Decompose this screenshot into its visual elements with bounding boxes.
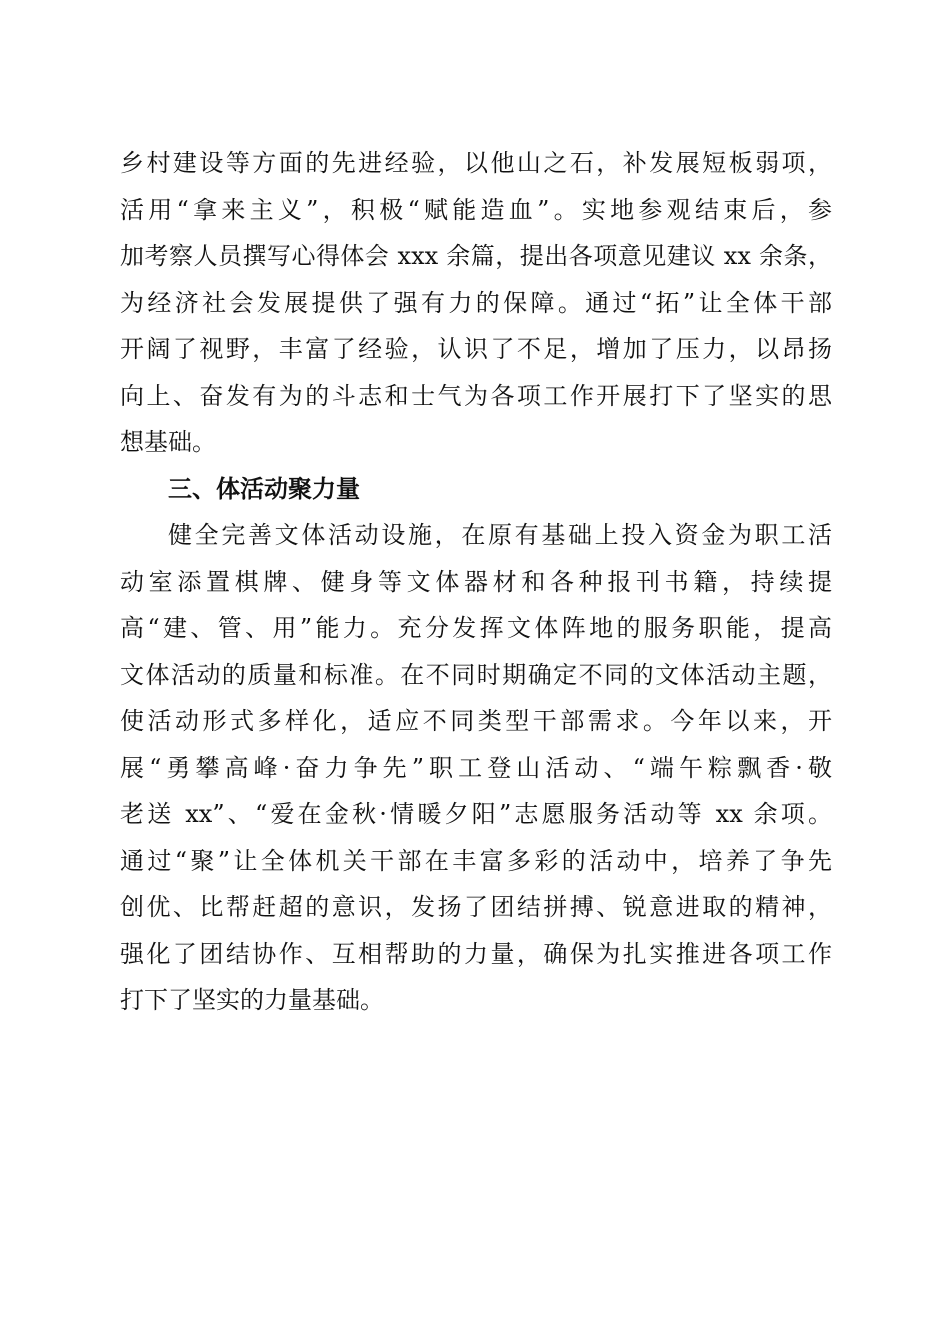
text-line: 通过“聚”让全体机关干部在丰富多彩的活动中，培养了争先	[120, 846, 832, 875]
section-heading: 三、体活动聚力量	[168, 474, 360, 503]
text-line: 活用“拿来主义”，积极“赋能造血”。实地参观结束后，参	[120, 195, 832, 224]
text-line: 为经济社会发展提供了强有力的保障。通过“拓”让全体干部	[120, 288, 832, 317]
text-line: 使活动形式多样化，适应不同类型干部需求。今年以来，开	[120, 707, 832, 735]
text-line: 老送 xx”、“爱在金秋·情暖夕阳”志愿服务活动等 xx 余项。	[120, 800, 832, 828]
text-line: 高“建、管、用”能力。充分发挥文体阵地的服务职能，提高	[120, 614, 832, 642]
text-line: 打下了坚实的力量基础。	[120, 986, 384, 1014]
text-line: 向上、奋发有为的斗志和士气为各项工作开展打下了坚实的思	[120, 381, 832, 410]
text-line: 想基础。	[120, 428, 216, 456]
text-line: 创优、比帮赶超的意识，发扬了团结拼搏、锐意进取的精神，	[120, 893, 832, 921]
text-line: 乡村建设等方面的先进经验，以他山之石，补发展短板弱项，	[120, 149, 832, 177]
section-paragraph	[120, 512, 832, 1024]
document-body	[120, 140, 832, 1024]
text-line: 动室添置棋牌、健身等文体器材和各种报刊书籍，持续提	[120, 567, 832, 596]
text-line: 展“勇攀高峰·奋力争先”职工登山活动、“端午粽飘香·敬	[120, 753, 832, 782]
text-line: 强化了团结协作、互相帮助的力量，确保为扎实推进各项工作	[120, 939, 832, 968]
text-line: 加考察人员撰写心得体会 xxx 余篇，提出各项意见建议 xx 余条，	[120, 242, 832, 270]
paragraph-continued	[120, 140, 832, 466]
text-line: 文体活动的质量和标准。在不同时期确定不同的文体活动主题，	[120, 660, 832, 689]
text-line: 健全完善文体活动设施，在原有基础上投入资金为职工活	[168, 521, 832, 549]
text-line: 开阔了视野，丰富了经验，认识了不足，增加了压力，以昂扬	[120, 335, 832, 363]
